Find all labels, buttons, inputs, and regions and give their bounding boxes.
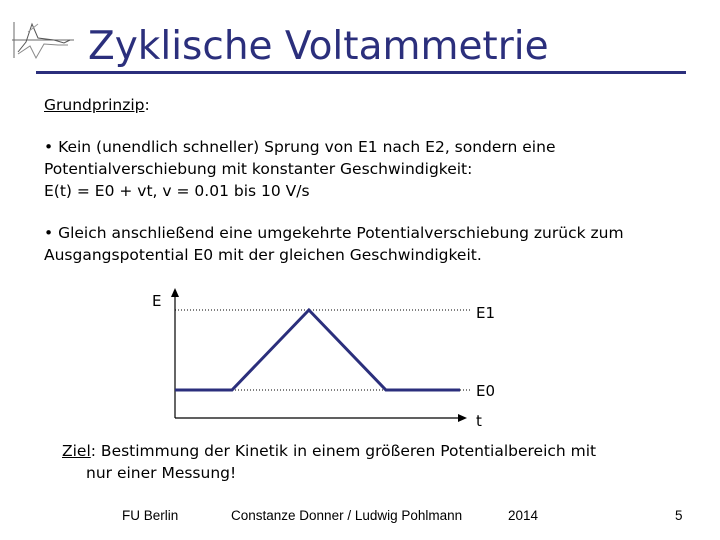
goal-line-1 xyxy=(62,440,596,462)
potential-profile-line xyxy=(175,310,460,390)
goal-label: Ziel xyxy=(62,442,91,460)
footer-institution: FU Berlin xyxy=(122,508,179,523)
cyclic-voltammogram-logo-icon xyxy=(8,14,78,64)
goal-text-1: : Bestimmung der Kinetik in einem größeren Potentialbereich mit xyxy=(90,442,597,460)
title-underline xyxy=(36,71,686,74)
y-axis-label: E xyxy=(152,292,162,310)
bullet-1 xyxy=(44,136,555,202)
x-axis-arrowhead xyxy=(458,414,467,422)
footer-authors: Constanze Donner / Ludwig Pohlmann xyxy=(231,508,463,523)
page-number: 5 xyxy=(675,508,683,523)
bullet-1-line-2: Potentialverschiebung mit konstanter Geschwindigkeit: xyxy=(44,160,473,178)
y-axis-arrowhead xyxy=(171,288,179,297)
heading-colon: : xyxy=(144,96,150,114)
goal-statement xyxy=(62,440,596,484)
x-axis-label: t xyxy=(476,412,482,430)
lower-level-label: E0 xyxy=(476,382,496,400)
upper-level-label: E1 xyxy=(476,304,496,322)
heading-text: Grundprinzip xyxy=(44,96,145,114)
bullet-1-line-3: E(t) = E0 + vt, v = 0.01 bis 10 V/s xyxy=(44,182,310,200)
slide-title: Zyklische Voltammetrie xyxy=(88,24,549,69)
footer-year: 2014 xyxy=(508,508,539,523)
bullet-2-line-1: • Gleich anschließend eine umgekehrte Potentialverschiebung zurück zum xyxy=(44,224,624,242)
bullet-2-line-2: Ausgangspotential E0 mit der gleichen Geschwindigkeit. xyxy=(44,246,482,264)
goal-line-2: nur einer Messung! xyxy=(86,464,237,482)
potential-time-diagram xyxy=(150,286,510,430)
section-heading xyxy=(44,94,150,116)
bullet-1-line-1: • Kein (unendlich schneller) Sprung von E1 nach E2, sondern eine xyxy=(44,138,556,156)
bullet-2 xyxy=(44,222,624,266)
